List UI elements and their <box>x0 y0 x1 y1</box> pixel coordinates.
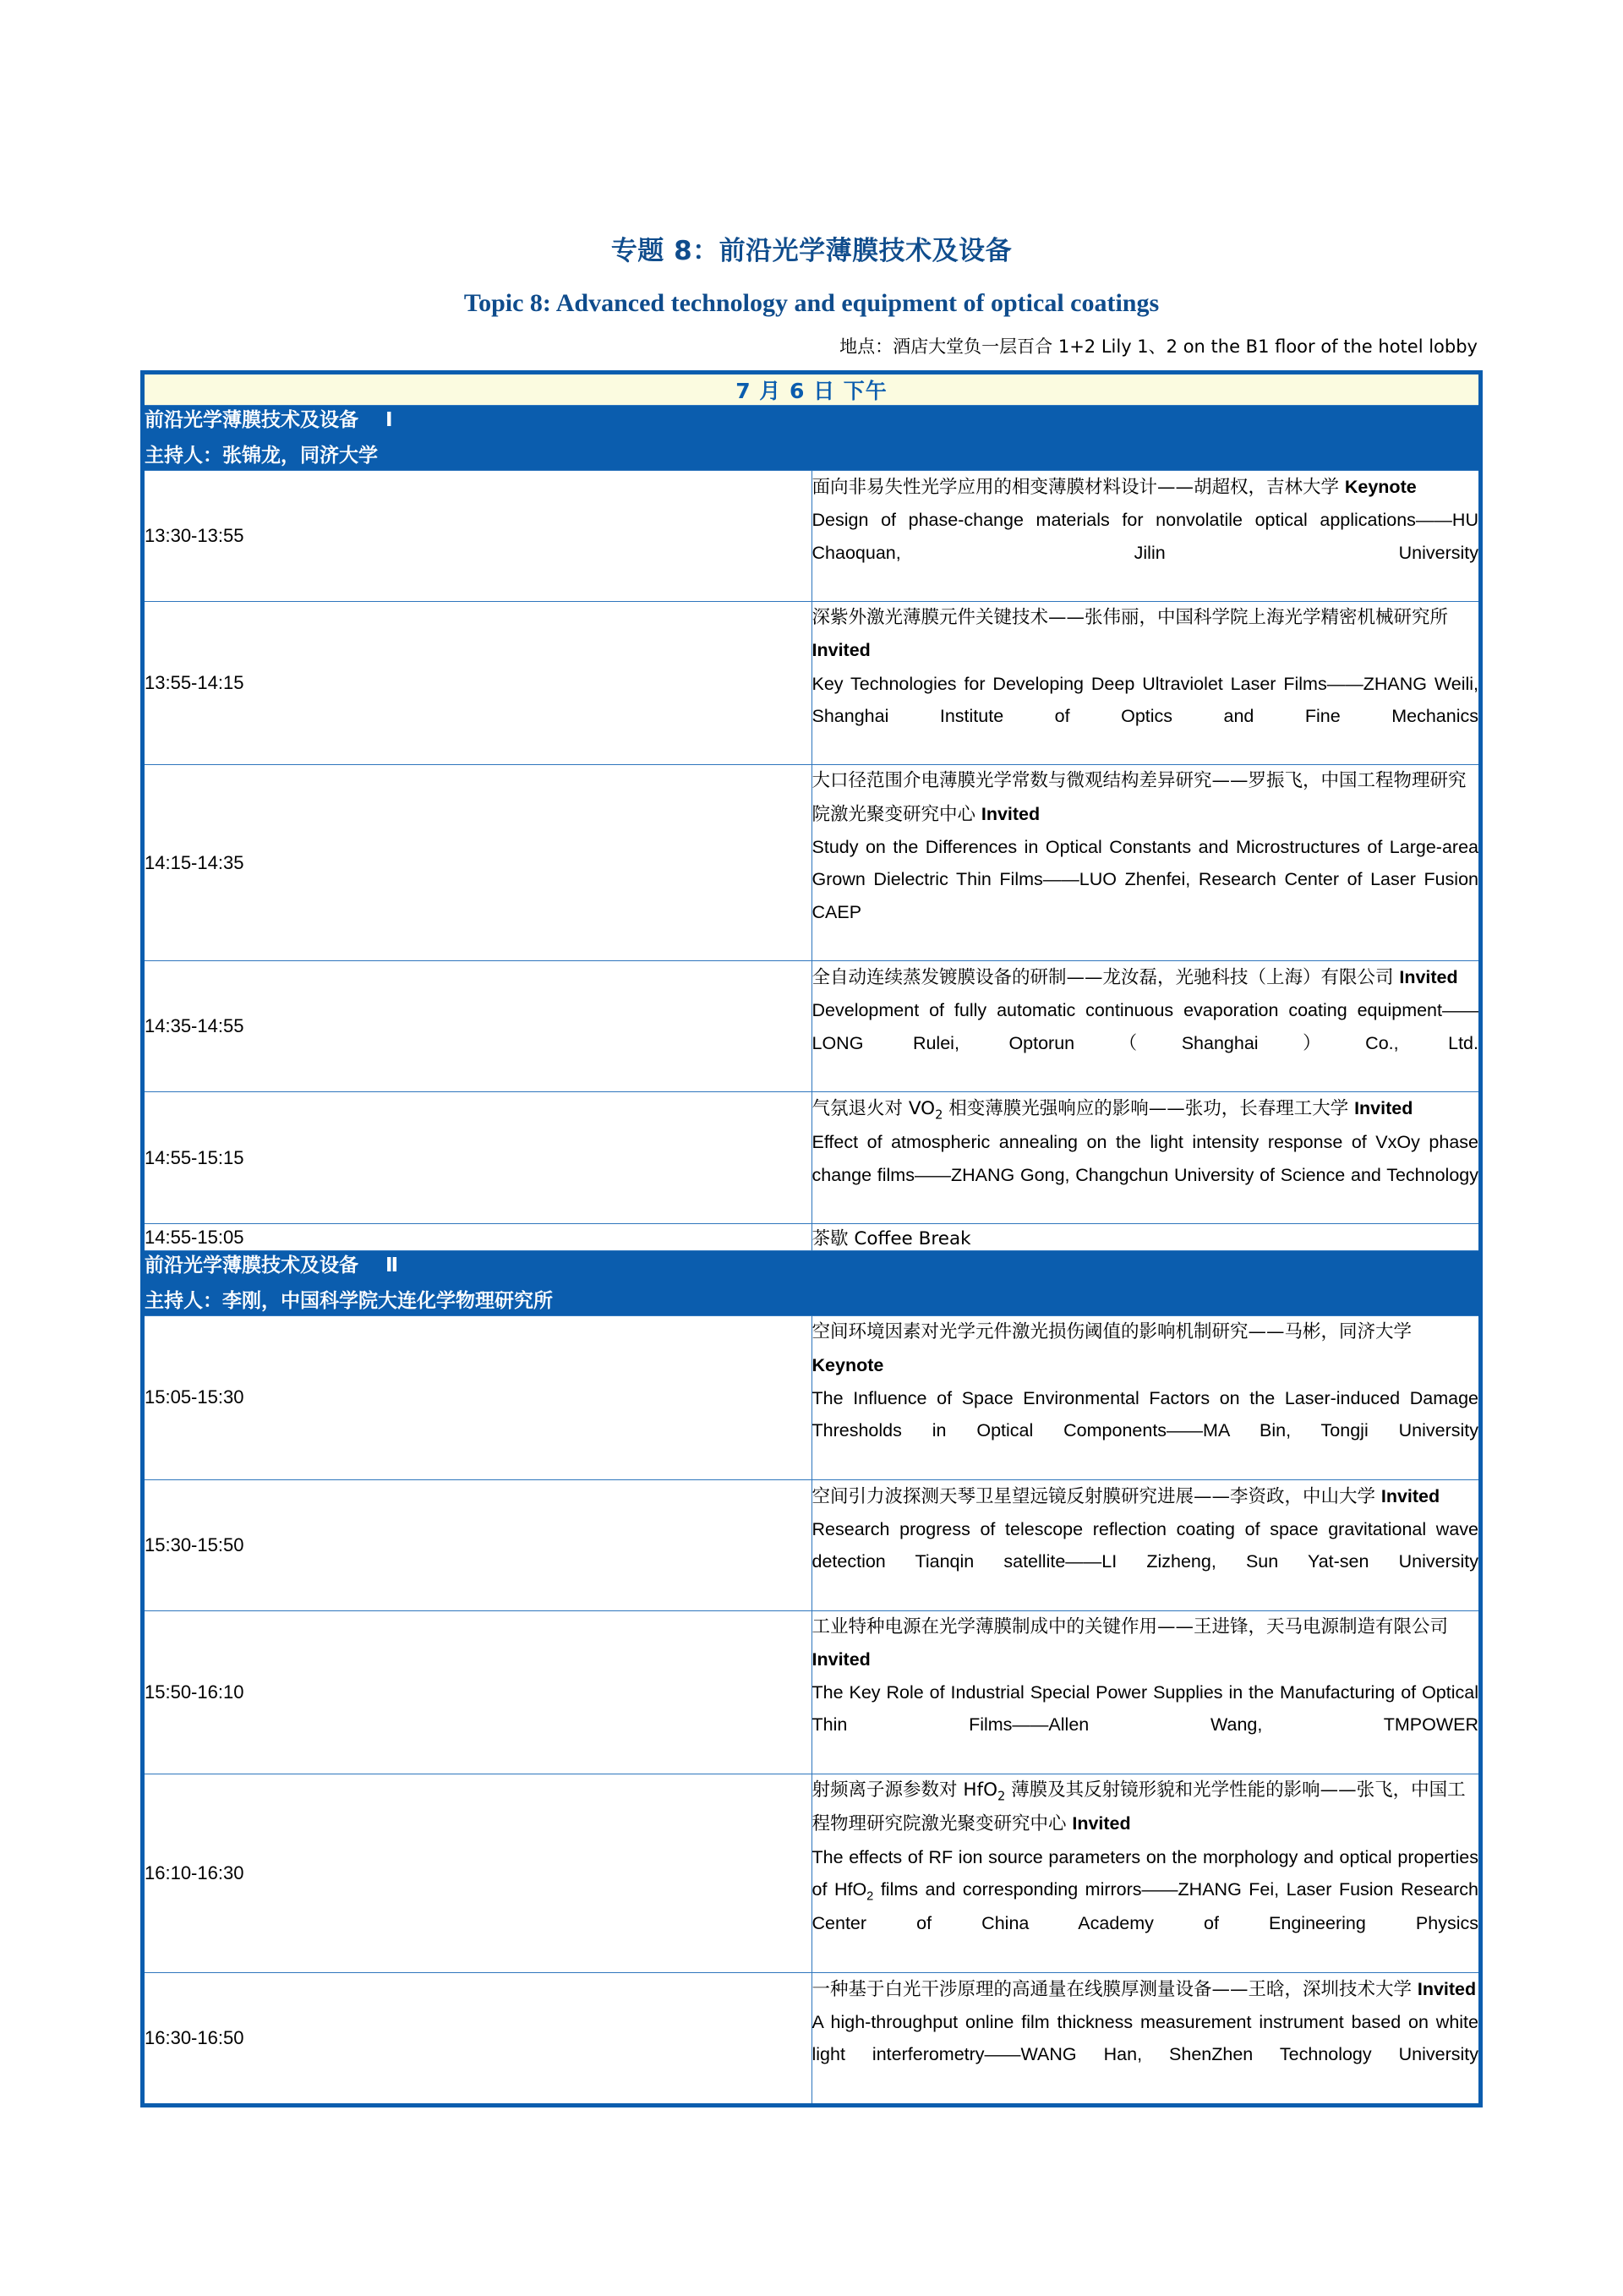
document-heading <box>0 0 1623 358</box>
subscript: 2 <box>997 1789 1006 1804</box>
table-row <box>143 1224 1481 1251</box>
talk-title-en: Study on the Differences in Optical Constants and Microstructures of Large-area Grown Dielectric Thin Films——LUO Zhenfei, Research Center of Laser Fusion CAEP <box>812 837 1478 922</box>
talk-time: 15:30-15:50 <box>143 1479 812 1610</box>
table-row <box>143 602 1481 765</box>
subscript: 2 <box>866 1889 874 1904</box>
talk-title-en: Effect of atmospheric annealing on the light intensity response of VxOy phase change films——ZHANG Gong, Changchun University of Science and Technology <box>812 1132 1478 1185</box>
talk-type-badge: Invited <box>812 1648 871 1670</box>
table-row <box>143 1774 1481 1972</box>
session-header-row <box>143 406 1481 471</box>
talk-type-badge: Keynote <box>812 1354 884 1375</box>
session-name: 前沿光学薄膜技术及设备 Ⅰ <box>145 409 393 432</box>
talk-time: 16:10-16:30 <box>143 1774 812 1972</box>
schedule-table-wrapper <box>140 370 1483 2107</box>
talk-content <box>812 602 1481 765</box>
talk-title-en: Key Technologies for Developing Deep Ultraviolet Laser Films——ZHANG Weili, Shanghai Institute of Optics and Fine Mechanics <box>812 673 1478 726</box>
talk-type-badge: Invited <box>812 640 871 661</box>
table-row <box>143 961 1481 1092</box>
session-header-row <box>143 1251 1481 1316</box>
talk-time: 14:55-15:15 <box>143 1092 812 1224</box>
page-title-cn: 专题 8：前沿光学薄膜技术及设备 <box>610 236 1013 266</box>
talk-content <box>812 1092 1481 1224</box>
talk-content <box>812 1972 1481 2105</box>
talk-title-en: Development of fully automatic continuous evaporation coating equipment——LONG Rulei, Optorun（Shanghai）Co., Ltd. <box>812 1000 1478 1053</box>
talk-title-cn: 全自动连续蒸发镀膜设备的研制——龙汝磊，光驰科技（上海）有限公司 Invited <box>812 967 1458 989</box>
talk-time: 15:50-16:10 <box>143 1610 812 1774</box>
talk-content <box>812 765 1481 961</box>
talk-title-en: The Key Role of Industrial Special Power Supplies in the Manufacturing of Optical Thin Films——Allen Wang, TMPOWER <box>812 1682 1478 1736</box>
session-chair: 主持人：张锦龙，同济大学 <box>145 444 378 467</box>
subscript: 2 <box>935 1107 943 1123</box>
talk-type-badge: Invited <box>1399 967 1458 988</box>
talk-time: 16:30-16:50 <box>143 1972 812 2105</box>
table-row <box>143 765 1481 961</box>
talk-content <box>812 1774 1481 1972</box>
talk-time: 15:05-15:30 <box>143 1316 812 1479</box>
talk-time: 13:55-14:15 <box>143 602 812 765</box>
day-header: 7 月 6 日 下午 <box>143 373 1481 406</box>
day-header-row <box>143 373 1481 406</box>
talk-content <box>812 471 1481 602</box>
talk-type-badge: Invited <box>1380 1485 1440 1506</box>
table-row <box>143 1092 1481 1224</box>
talk-title-cn: 空间引力波探测天琴卫星望远镜反射膜研究进展——李资政，中山大学 Invited <box>812 1485 1440 1507</box>
talk-title-cn: 空间环境因素对光学元件激光损伤阈值的影响机制研究——马彬，同济大学 Keynote <box>812 1321 1413 1375</box>
talk-title-en: Design of phase-change materials for nonvolatile optical applications——HU Chaoquan, Jilin University <box>812 510 1478 563</box>
talk-type-badge: Invited <box>1354 1098 1413 1119</box>
page-title-en: Topic 8: Advanced technology and equipment of optical coatings <box>463 288 1160 317</box>
talk-title-en: A high-throughput online film thickness measurement instrument based on white light interferometry——WANG Han, ShenZhen Technology University <box>812 2011 1478 2065</box>
talk-title-cn: 深紫外激光薄膜元件关键技术——张伟丽，中国科学院上海光学精密机械研究所 Invited <box>812 607 1449 661</box>
table-row <box>143 1972 1481 2105</box>
session-chair: 主持人：李刚，中国科学院大连化学物理研究所 <box>145 1289 553 1312</box>
talk-content <box>812 1479 1481 1610</box>
session-header <box>143 406 1481 471</box>
table-row <box>143 471 1481 602</box>
talk-type-badge: Invited <box>1417 1978 1477 1999</box>
talk-title-en: Research progress of telescope reflection coating of space gravitational wave detection Tianqin satellite——LI Zizheng, Sun Yat-sen University <box>812 1518 1478 1572</box>
talk-title-cn: 一种基于白光干涉原理的高通量在线膜厚测量设备——王晗，深圳技术大学 Invited <box>812 1978 1477 2000</box>
talk-time: 14:15-14:35 <box>143 765 812 961</box>
talk-title-cn: 面向非易失性光学应用的相变薄膜材料设计——胡超权，吉林大学 Keynote <box>812 477 1417 499</box>
talk-type-badge: Invited <box>1072 1813 1131 1834</box>
talk-content <box>812 1316 1481 1479</box>
talk-title-en: The effects of RF ion source parameters on the morphology and optical properties of HfO$_2$ films and corresponding mirrors——ZHANG Fei, Laser Fusion Research Center of China Academy of Engineering Physics <box>812 1846 1478 1934</box>
table-row <box>143 1316 1481 1479</box>
talk-time: 14:55-15:05 <box>143 1224 812 1251</box>
schedule-table <box>140 370 1483 2107</box>
talk-title-cn: 大口径范围介电薄膜光学常数与微观结构差异研究——罗振飞，中国工程物理研究院激光聚变研究中心 Invited <box>812 770 1467 825</box>
talk-time: 13:30-13:55 <box>143 471 812 602</box>
talk-content <box>812 1610 1481 1774</box>
talk-type-badge: Invited <box>981 803 1041 824</box>
table-row <box>143 1479 1481 1610</box>
talk-content <box>812 961 1481 1092</box>
table-row <box>143 1610 1481 1774</box>
talk-time: 14:35-14:55 <box>143 961 812 1092</box>
session-header <box>143 1251 1481 1316</box>
venue-location: 地点：酒店大堂负一层百合 1+2 Lily 1、2 on the B1 floor of the hotel lobby <box>839 336 1478 357</box>
talk-title-cn: 工业特种电源在光学薄膜制成中的关键作用——王进锋，天马电源制造有限公司 Invited <box>812 1615 1449 1670</box>
talk-title-en: The Influence of Space Environmental Factors on the Laser-induced Damage Thresholds in Optical Components——MA Bin, Tongji University <box>812 1387 1478 1441</box>
talk-title-cn: 射频离子源参数对 HfO$_2$ 薄膜及其反射镜形貌和光学性能的影响——张飞，中国工程物理研究院激光聚变研究中心 Invited <box>812 1779 1466 1835</box>
break-label: 茶歇 Coffee Break <box>812 1224 1481 1251</box>
talk-type-badge: Keynote <box>1344 477 1417 498</box>
talk-title-cn: 气氛退火对 $VO_2$ 相变薄膜光强响应的影响——张功，长春理工大学 Invited <box>812 1098 1413 1123</box>
session-name: 前沿光学薄膜技术及设备 Ⅱ <box>145 1255 399 1277</box>
